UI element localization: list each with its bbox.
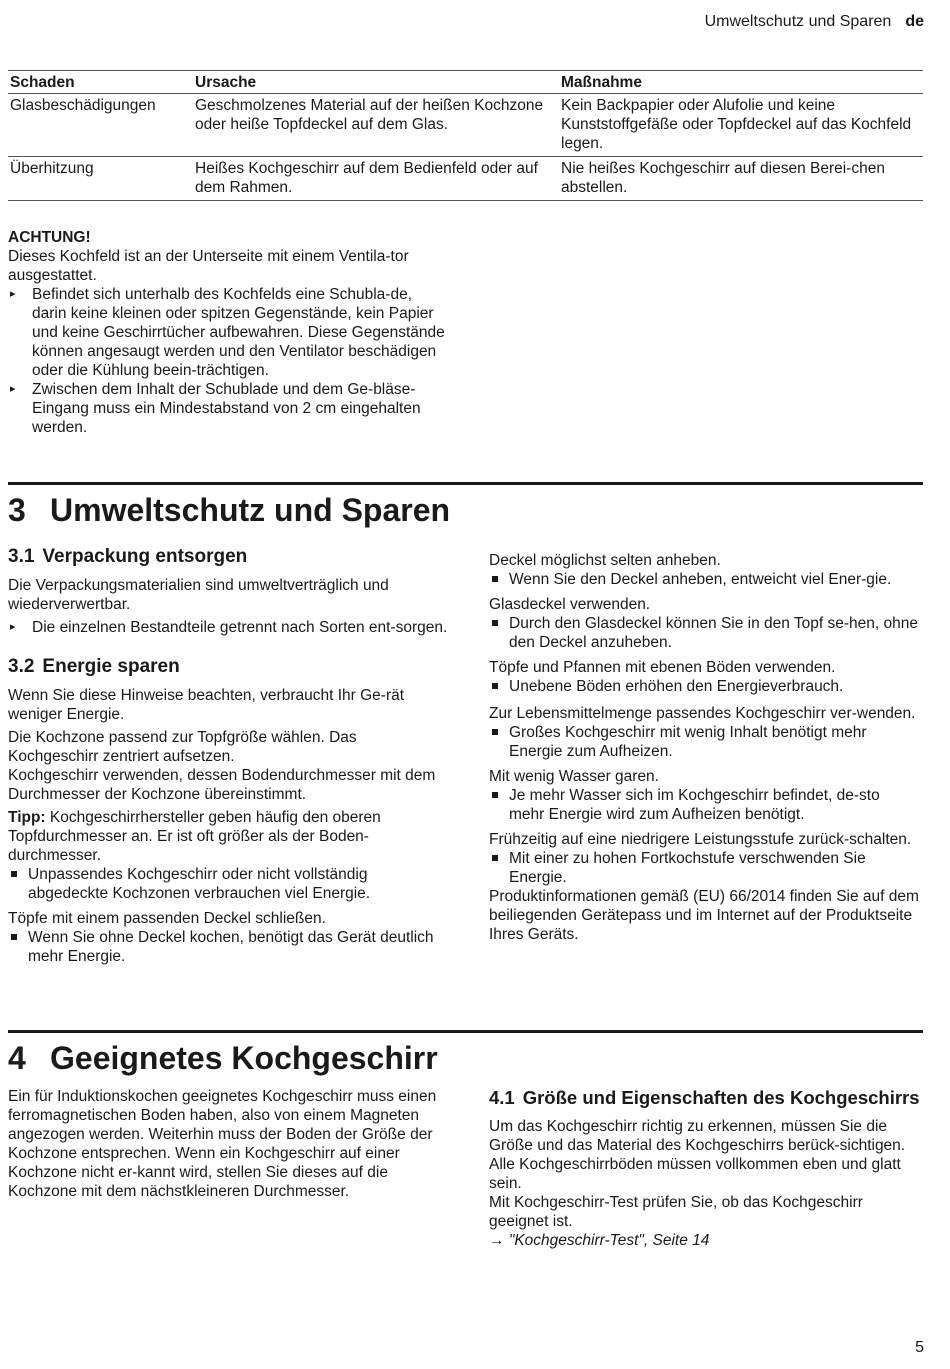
list-item: Mit einer zu hohen Fortkochstufe verschwenden Sie Energie.: [489, 849, 919, 887]
list-item: ▸ Zwischen dem Inhalt der Schublade und dem Ge-bläse-Eingang muss ein Mindestabstand von 2 cm eingehalten werden.: [10, 381, 421, 436]
square-bullet-icon: [492, 729, 498, 735]
paragraph: Kochgeschirr verwenden, dessen Bodendurchmesser mit dem Durchmesser der Kochzone übereinstimmt.: [8, 767, 436, 803]
list-item: Durch den Glasdeckel können Sie in den Topf se-hen, ohne den Deckel anzuheben.: [489, 614, 919, 652]
paragraph: Produktinformationen gemäß (EU) 66/2014 finden Sie auf dem beiliegenden Gerätepass und im Internet auf der Produktseite Ihres Geräts.: [489, 888, 919, 943]
section-heading: 3.2 Energie sparen: [8, 656, 180, 677]
table-row: [8, 94, 923, 157]
arrow-bullet-icon: ▸: [10, 288, 16, 300]
square-bullet-icon: [11, 934, 17, 940]
list-item: Wenn Sie den Deckel anheben, entweicht viel Ener-gie.: [489, 570, 919, 589]
table-cell: Kein Backpapier oder Alufolie und keine Kunststoffgefäße oder Topfdeckel auf das Kochfeld legen.: [559, 94, 923, 157]
list-item: Unebene Böden erhöhen den Energieverbrauch.: [489, 677, 919, 696]
table-cell: Heißes Kochgeschirr auf dem Bedienfeld oder auf dem Rahmen.: [193, 157, 559, 201]
list-item: Je mehr Wasser sich im Kochgeschirr befindet, de-sto mehr Energie wird zum Aufheizen benötigt.: [489, 786, 919, 824]
header-title: Umweltschutz und Sparen: [704, 13, 892, 30]
language-code: de: [905, 13, 924, 30]
square-bullet-icon: [492, 576, 498, 582]
cross-reference-link[interactable]: "Kochgeschirr-Test", Seite 14: [508, 1232, 710, 1249]
column-header: Schaden: [8, 71, 193, 94]
list-item: Großes Kochgeschirr mit wenig Inhalt benötigt mehr Energie zum Aufheizen.: [489, 723, 919, 761]
list-item: Unpassendes Kochgeschirr oder nicht vollständig abgedeckte Kochzonen verbrauchen viel Energie.: [8, 865, 448, 903]
list-item: Wenn Sie ohne Deckel kochen, benötigt das Gerät deutlich mehr Energie.: [8, 928, 448, 966]
paragraph: Um das Kochgeschirr richtig zu erkennen, müssen Sie die Größe und das Material des Kochgeschirrs berück-sichtigen. Alle Kochgeschirrböden müssen vollkommen eben und glatt sein.: [489, 1118, 906, 1192]
paragraph: Die Verpackungsmaterialien sind umweltverträglich und wiederverwertbar.: [8, 577, 389, 613]
section-heading: 4.1 Größe und Eigenschaften des Kochgeschirrs: [489, 1087, 920, 1108]
list-item: ▸ Befindet sich unterhalb des Kochfelds eine Schubla-de, darin keine kleinen oder spitzen Gegenstände, kein Papier und keine Geschirrtücher aufbewahren. Diese Gegenstände können angesaugt werden und den Ventilator beschädigen oder die Kühlung beein-trächtigen.: [10, 286, 445, 379]
cross-reference[interactable]: [489, 1231, 924, 1250]
running-header: [705, 12, 924, 31]
table-cell: Überhitzung: [8, 157, 193, 201]
tip-label: Tipp:: [8, 809, 46, 826]
damage-table: [8, 70, 923, 201]
warning-block: [8, 228, 448, 437]
chapter-heading: 4 Geeignetes Kochgeschirr: [8, 1040, 438, 1076]
paragraph: Mit Kochgeschirr-Test prüfen Sie, ob das Kochgeschirr geeignet ist.: [489, 1194, 863, 1230]
chapter-divider: [8, 1030, 923, 1033]
column-header: Ursache: [193, 71, 559, 94]
chapter3-right-column: [489, 551, 919, 944]
warning-intro: Dieses Kochfeld ist an der Unterseite mit einem Ventila-tor ausgestattet.: [8, 248, 409, 284]
arrow-bullet-icon: ▸: [10, 621, 16, 633]
paragraph: Mit wenig Wasser garen.: [489, 768, 659, 785]
chapter3-left-column: [8, 545, 448, 966]
paragraph: Ein für Induktionskochen geeignetes Kochgeschirr muss einen ferromagnetischen Boden haben, also von einem Magneten angezogen werden. Weiterhin muss der Boden der Größe der Kochzone entsprechen. Wenn ein Kochgeschirr auf einer Kochzone nicht er-kannt wird, stellen Sie dieses auf die Kochzone mit dem nächstkleineren Durchmesser.: [8, 1088, 437, 1200]
paragraph: Deckel möglichst selten anheben.: [489, 552, 721, 569]
paragraph: Töpfe und Pfannen mit ebenen Böden verwenden.: [489, 659, 836, 676]
table-row: [8, 157, 923, 201]
warning-title: ACHTUNG!: [8, 229, 91, 246]
chapter-heading: 3 Umweltschutz und Sparen: [8, 492, 451, 528]
chapter4-left-column: [8, 1087, 440, 1201]
square-bullet-icon: [492, 855, 498, 861]
table-cell: Nie heißes Kochgeschirr auf diesen Berei-chen abstellen.: [559, 157, 923, 201]
column-header: Maßnahme: [559, 71, 923, 94]
paragraph: Wenn Sie diese Hinweise beachten, verbraucht Ihr Ge-rät weniger Energie.: [8, 687, 405, 723]
square-bullet-icon: [11, 871, 17, 877]
paragraph: Zur Lebensmittelmenge passendes Kochgeschirr ver-wenden.: [489, 705, 916, 722]
section-heading: 3.1 Verpackung entsorgen: [8, 546, 248, 567]
page-number: 5: [915, 1339, 924, 1356]
table-header-row: [8, 71, 923, 94]
paragraph: Töpfe mit einem passenden Deckel schließen.: [8, 910, 326, 927]
list-item: ▸ Die einzelnen Bestandteile getrennt nach Sorten ent-sorgen.: [10, 619, 448, 636]
arrow-bullet-icon: ▸: [10, 383, 16, 395]
chapter-divider: [8, 482, 923, 485]
arrow-right-icon: →: [489, 1232, 505, 1249]
paragraph: Glasdeckel verwenden.: [489, 596, 651, 613]
table-cell: Glasbeschädigungen: [8, 94, 193, 157]
square-bullet-icon: [492, 620, 498, 626]
table-cell: Geschmolzenes Material auf der heißen Kochzone oder heiße Topfdeckel auf dem Glas.: [193, 94, 559, 157]
tip-paragraph: Tipp: Kochgeschirrhersteller geben häufig den oberen Topfdurchmesser an. Er ist oft größer als der Boden-durchmesser.: [8, 809, 381, 864]
square-bullet-icon: [492, 792, 498, 798]
chapter4-right-column: [489, 1087, 924, 1250]
square-bullet-icon: [492, 683, 498, 689]
paragraph: Frühzeitig auf eine niedrigere Leistungsstufe zurück-schalten.: [489, 831, 912, 848]
paragraph: Die Kochzone passend zur Topfgröße wählen. Das Kochgeschirr zentriert aufsetzen.: [8, 729, 357, 765]
